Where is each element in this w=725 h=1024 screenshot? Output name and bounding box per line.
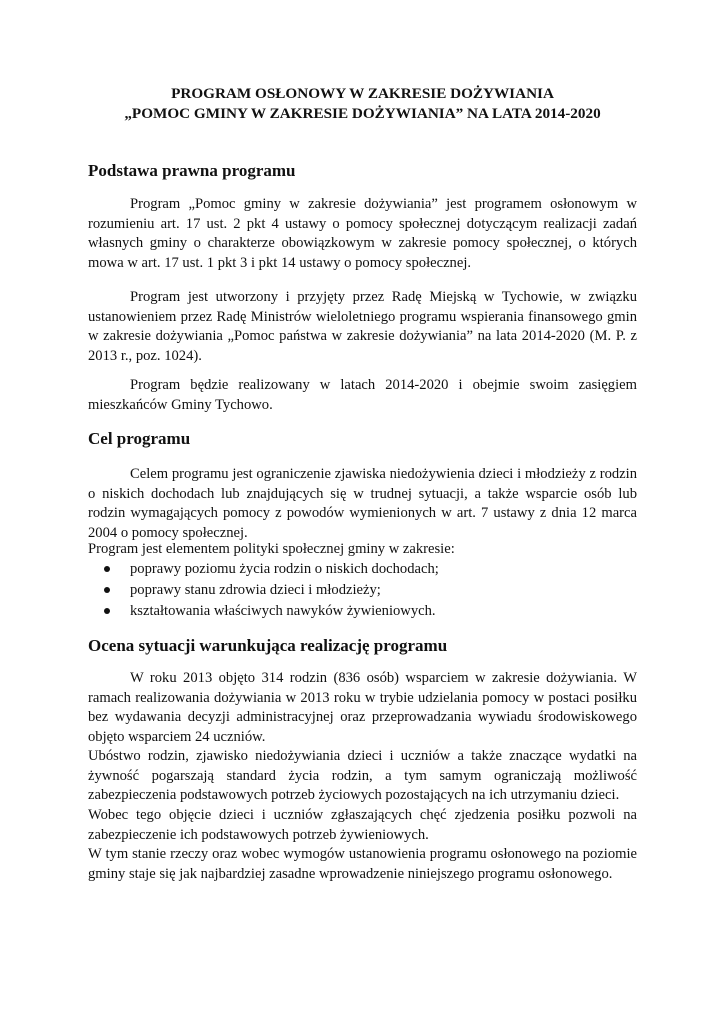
title-line-1: PROGRAM OSŁONOWY W ZAKRESIE DOŻYWIANIA (171, 85, 554, 102)
paragraph: W tym stanie rzeczy oraz wobec wymogów ustanowienia programu osłonowego na poziomie gminy staje się jak najbardziej zasadne wprowadzenie niniejszego programu osłonowego. (88, 846, 637, 882)
title-line-2: „POMOC GMINY W ZAKRESIE DOŻYWIANIA” NA LATA 2014-2020 (124, 105, 601, 122)
list-item (88, 602, 637, 623)
paragraph: Program jest elementem polityki społecznej gminy w zakresie: (88, 541, 455, 557)
bullet-icon (104, 587, 110, 593)
paragraph: Wobec tego objęcie dzieci i uczniów zgłaszających chęć zjedzenia posiłku pozwoli na zabezpieczenie ich podstawowych potrzeb żywieniowych. (88, 807, 637, 843)
bullet-icon (104, 608, 110, 614)
bullet-list (88, 560, 637, 623)
paragraph: Program będzie realizowany w latach 2014-2020 i obejmie swoim zasięgiem mieszkańców Gminy Tychowo. (88, 377, 637, 413)
paragraph: Program „Pomoc gminy w zakresie dożywiania” jest programem osłonowym w rozumieniu art. 17 ust. 2 pkt 4 ustawy o pomocy społecznej dotyczącym realizacji zadań własnych gminy o charakterze obowiązkowym w zakresie pomocy społecznej, o których mowa w art. 17 ust. 1 pkt 3 i pkt 14 ustawy o pomocy społecznej. (88, 196, 637, 271)
section-heading-goal: Cel programu (88, 429, 191, 448)
list-item-text: poprawy poziomu życia rodzin o niskich dochodach; (130, 561, 439, 577)
bullet-icon (104, 566, 110, 572)
paragraph: Celem programu jest ograniczenie zjawiska niedożywienia dzieci i młodzieży z rodzin o niskich dochodach lub znajdujących się w trudnej sytuacji, a także wsparcie osób lub rodzin wymagających pomocy z powodów wymienionych w art. 7 ustawy z dnia 12 marca 2004 o pomocy społecznej. (88, 466, 637, 541)
list-item (88, 560, 637, 581)
list-item (88, 581, 637, 602)
list-item-text: kształtowania właściwych nawyków żywieniowych. (130, 603, 436, 619)
paragraph: W roku 2013 objęto 314 rodzin (836 osób) wsparciem w zakresie dożywiania. W ramach realizowania dożywiania w 2013 roku w trybie udzielania pomocy w postaci posiłku bez wydawania decyzji administracyjnej oraz przeprowadzania wywiadu środowiskowego objęto wsparciem 24 uczniów. (88, 670, 637, 745)
paragraph: Program jest utworzony i przyjęty przez Radę Miejską w Tychowie, w związku ustanowieniem przez Radę Ministrów wieloletniego programu wspierania finansowego gmin w zakresie dożywiania „Pomoc państwa w zakresie dożywiania” na lata 2014-2020 (M. P. z 2013 r., poz. 1024). (88, 289, 637, 364)
document-title (60, 84, 665, 124)
section-heading-assessment: Ocena sytuacji warunkująca realizację programu (88, 636, 448, 655)
section-heading-legal-basis: Podstawa prawna programu (88, 161, 296, 180)
paragraph: Ubóstwo rodzin, zjawisko niedożywiania dzieci i uczniów a także znaczące wydatki na żywność pogarszają standard życia rodzin, a tym samym ograniczają możliwość zabezpieczenia podstawowych potrzeb życiowych pozostających na ich utrzymaniu dzieci. (88, 748, 637, 803)
list-item-text: poprawy stanu zdrowia dzieci i młodzieży; (130, 582, 381, 598)
